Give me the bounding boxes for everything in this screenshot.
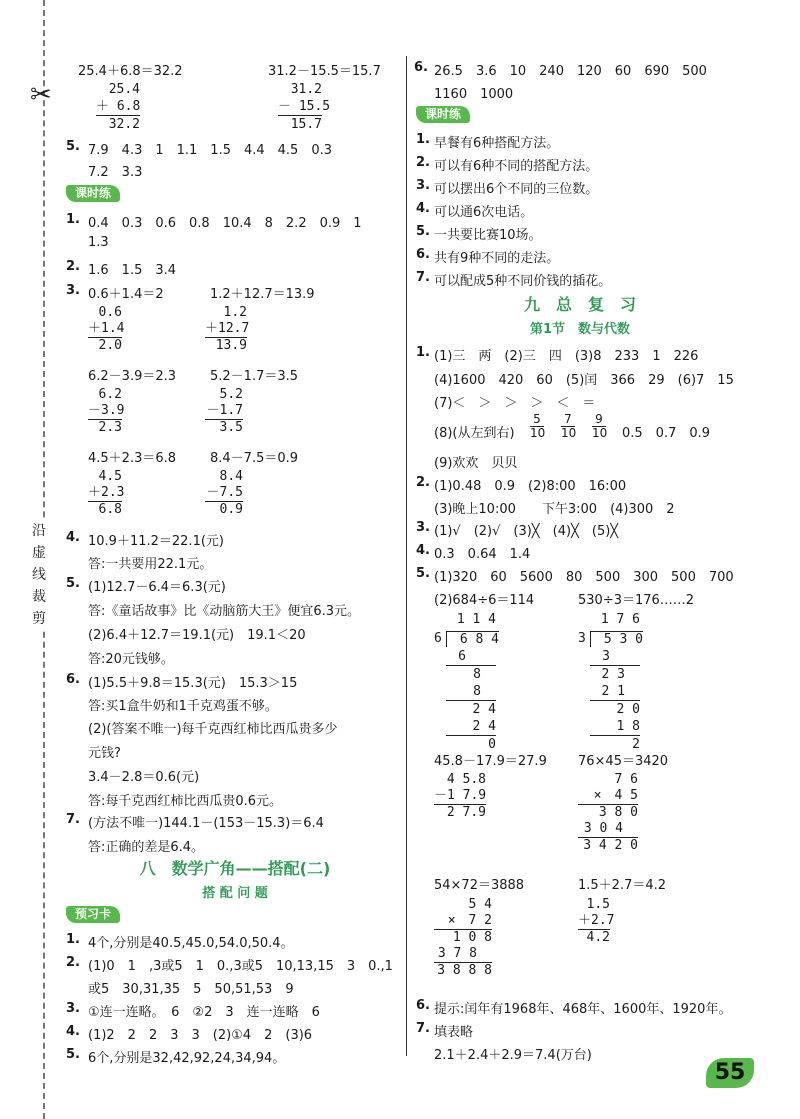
answer-line: 填表略 xyxy=(434,1025,474,1040)
answer-line: (1)2 2 2 3 3 (2)①4 2 (3)6 xyxy=(88,1028,313,1043)
answer-line: (1)√ (2)√ (3)╳ (4)╳ (5)╳ xyxy=(434,524,619,539)
answer-line: 提示:闰年有1968年、468年、1600年、1920年。 xyxy=(434,1002,732,1017)
cut-instruction: 沿虚线裁剪 xyxy=(26,520,52,630)
item-number: 4. xyxy=(416,201,430,216)
fraction: $\frac{7}{10}$ xyxy=(561,412,577,440)
answer-line: (2)(答案不唯一)每千克西红柿比西瓜贵多少 xyxy=(88,722,338,737)
unit-title: 八 数学广角——搭配(二) xyxy=(139,859,331,878)
answer-line: 1160 1000 xyxy=(434,87,514,102)
answer-line: 26.5 3.6 10 240 120 60 690 500 xyxy=(434,64,707,79)
answer-line: 可以有6种不同的搭配方法。 xyxy=(434,159,599,174)
answer-line: 7.9 4.3 1 1.1 1.5 4.4 4.5 0.3 xyxy=(88,143,332,158)
answer-line: 答:每千克西红柿比西瓜贵0.6元。 xyxy=(88,794,283,809)
answer-line: 0.5 0.7 0.9 xyxy=(622,426,711,441)
answer-line: 答:买1盒牛奶和1千克鸡蛋不够。 xyxy=(88,699,278,714)
vertical-calc: 5 4 × 7 2 1 0 8 3 7 8 3 8 8 8 xyxy=(434,897,492,979)
division-steps: 6 8 8 2 4 2 4 0 xyxy=(446,648,496,753)
vertical-calc: 31.2 － 15.5 15.7 xyxy=(278,82,331,132)
answer-line: ①连一连略。 6 ②2 3 连一连略 6 xyxy=(88,1005,320,1020)
vertical-calc: 0.6 ＋1.4 2.0 xyxy=(88,305,125,353)
scissors-icon: ✂ xyxy=(30,80,52,110)
answer-line: 可以配成5种不同价钱的插花。 xyxy=(434,274,612,289)
vertical-calc: 4.5 ＋2.3 6.8 xyxy=(88,469,125,517)
answer-line: (1)320 60 5600 80 500 300 500 700 xyxy=(434,570,734,585)
item-number: 4. xyxy=(66,530,80,545)
division-dividend: 6 8 4 xyxy=(446,631,499,647)
eq-text: 25.4＋6.8＝32.2 xyxy=(78,64,183,79)
answer-line: (3)晚上10:00 下午3:00 (4)300 2 xyxy=(434,502,675,517)
answer-line: (2)684÷6＝114 xyxy=(434,593,535,608)
answer-line: 4个,分别是40.5,45.0,54.0,50.4。 xyxy=(88,936,294,951)
item-number: 6. xyxy=(414,60,428,75)
answer-line: 或5 30,31,35 5 50,51,53 9 xyxy=(88,982,294,997)
eq-text: 1.5＋2.7＝4.2 xyxy=(578,878,667,893)
eq-text: 4.5＋2.3＝6.8 xyxy=(88,451,177,466)
answer-line: 3.4－2.8＝0.6(元) xyxy=(88,770,200,785)
answer-line: (1)三 两 (2)三 四 (3)8 233 1 226 xyxy=(434,349,699,364)
item-number: 3. xyxy=(66,1001,80,1016)
answer-line: 答:一共要用22.1元。 xyxy=(88,557,213,572)
item-number: 1. xyxy=(66,212,80,227)
fraction: $\frac{9}{10}$ xyxy=(592,412,608,440)
item-number: 5. xyxy=(66,1047,80,1062)
vertical-calc: 1.5 ＋2.7 4.2 xyxy=(578,897,615,945)
vertical-calc: 25.4 ＋ 6.8 32.2 xyxy=(96,82,141,132)
answer-line: 一共要比赛10场。 xyxy=(434,228,542,243)
answer-line: 1.3 xyxy=(88,235,109,250)
item-number: 2. xyxy=(66,955,80,970)
answer-line: (9)欢欢 贝贝 xyxy=(434,456,518,471)
unit-subtitle: 搭 配 问 题 xyxy=(202,886,268,901)
vertical-calc: 4 5.8 －1 7.9 2 7.9 xyxy=(434,772,487,820)
answer-line: 可以摆出6个不同的三位数。 xyxy=(434,182,599,197)
vertical-calc: 5.2 －1.7 3.5 xyxy=(206,387,243,435)
item-number: 7. xyxy=(66,812,80,827)
item-number: 4. xyxy=(416,543,430,558)
item-number: 6. xyxy=(66,672,80,687)
unit-title: 九 总 复 习 xyxy=(523,295,636,314)
answer-line: (4)1600 420 60 (5)闰 366 29 (6)7 15 xyxy=(434,373,734,388)
answer-line: 1.6 1.5 3.4 xyxy=(88,263,177,278)
answer-line: 0.3 0.64 1.4 xyxy=(434,547,531,562)
eq-text: 31.2－15.5＝15.7 xyxy=(268,64,381,79)
eq-text: 5.2－1.7＝3.5 xyxy=(210,369,299,384)
answer-line: (8)(从左到右) xyxy=(434,426,515,441)
section-badge: 课时练 xyxy=(416,106,470,123)
answer-line: 530÷3＝176……2 xyxy=(578,593,695,608)
division-quotient: 1 1 4 xyxy=(456,612,496,627)
item-number: 5. xyxy=(66,576,80,591)
section-badge: 预习卡 xyxy=(66,906,120,923)
eq-text: 8.4－7.5＝0.9 xyxy=(210,451,299,466)
answer-line: (2)6.4＋12.7＝19.1(元) 19.1＜20 xyxy=(88,628,306,643)
item-number: 5. xyxy=(66,139,80,154)
item-number: 7. xyxy=(416,270,430,285)
division-dividend: 5 3 0 xyxy=(590,631,643,647)
division-divisor: 6 xyxy=(434,631,442,646)
answer-line: 元钱? xyxy=(88,746,121,761)
eq-text: 76×45＝3420 xyxy=(578,754,669,769)
item-number: 4. xyxy=(66,1024,80,1039)
item-number: 1. xyxy=(416,132,430,147)
eq-text: 0.6＋1.4＝2 xyxy=(88,287,164,302)
answer-line: 7.2 3.3 xyxy=(88,165,143,180)
item-number: 5. xyxy=(416,224,430,239)
eq-text: 45.8－17.9＝27.9 xyxy=(434,754,547,769)
vertical-calc: 6.2 －3.9 2.3 xyxy=(88,387,125,435)
answer-line: 答:正确的差是6.4。 xyxy=(88,840,205,855)
division-divisor: 3 xyxy=(578,631,586,646)
item-number: 3. xyxy=(66,283,80,298)
answer-line: 0.4 0.3 0.6 0.8 10.4 8 2.2 0.9 1 xyxy=(88,216,362,231)
answer-line: 共有9种不同的走法。 xyxy=(434,251,560,266)
item-number: 6. xyxy=(416,998,430,1013)
item-number: 3. xyxy=(416,520,430,535)
answer-line: 10.9＋11.2＝22.1(元) xyxy=(88,534,224,549)
answer-line: (1)5.5＋9.8＝15.3(元) 15.3＞15 xyxy=(88,676,298,691)
answer-line: 答:《童话故事》比《动脑筋大王》便宜6.3元。 xyxy=(88,604,361,619)
section-badge: 课时练 xyxy=(66,185,120,202)
item-number: 5. xyxy=(416,566,430,581)
item-number: 7. xyxy=(416,1021,430,1036)
eq-text: 6.2－3.9＝2.3 xyxy=(88,369,177,384)
answer-line: 答:20元钱够。 xyxy=(88,652,174,667)
column-divider xyxy=(406,56,407,1056)
answer-line: 6个,分别是32,42,92,24,34,94。 xyxy=(88,1051,286,1066)
vertical-calc: 1.2 ＋12.7 13.9 xyxy=(205,305,250,353)
division-steps: 3 2 3 2 1 2 0 1 8 2 xyxy=(590,648,640,753)
item-number: 1. xyxy=(66,932,80,947)
eq-text: 1.2＋12.7＝13.9 xyxy=(210,287,315,302)
answer-line: 2.1＋2.4＋2.9＝7.4(万台) xyxy=(434,1048,592,1063)
item-number: 6. xyxy=(416,247,430,262)
division-quotient: 1 7 6 xyxy=(600,612,640,627)
answer-line: 可以通6次电话。 xyxy=(434,205,534,220)
item-number: 2. xyxy=(66,259,80,274)
vertical-calc: 8.4 －7.5 0.9 xyxy=(206,469,243,517)
unit-subtitle: 第1节 数与代数 xyxy=(529,322,631,337)
eq-text: 54×72＝3888 xyxy=(434,878,525,893)
page-number: 55 xyxy=(714,1060,746,1085)
item-number: 2. xyxy=(416,475,430,490)
item-number: 1. xyxy=(416,345,430,360)
item-number: 2. xyxy=(416,155,430,170)
answer-line: (1)0 1 ,3或5 1 0.,3或5 10,13,15 3 0.,1 xyxy=(88,959,393,974)
fraction: $\frac{5}{10}$ xyxy=(530,412,546,440)
answer-line: 早餐有6种搭配方法。 xyxy=(434,136,560,151)
answer-line: (1)0.48 0.9 (2)8:00 16:00 xyxy=(434,479,627,494)
answer-line: (1)12.7－6.4＝6.3(元) xyxy=(88,580,226,595)
item-number: 3. xyxy=(416,178,430,193)
answer-line: (方法不唯一)144.1－(153－15.3)＝6.4 xyxy=(88,816,324,831)
vertical-calc: 7 6 × 4 5 3 8 0 3 0 4 3 4 2 0 xyxy=(578,772,638,854)
answer-line: (7)＜ ＞ ＞ ＞ ＜ ＝ xyxy=(434,396,596,411)
